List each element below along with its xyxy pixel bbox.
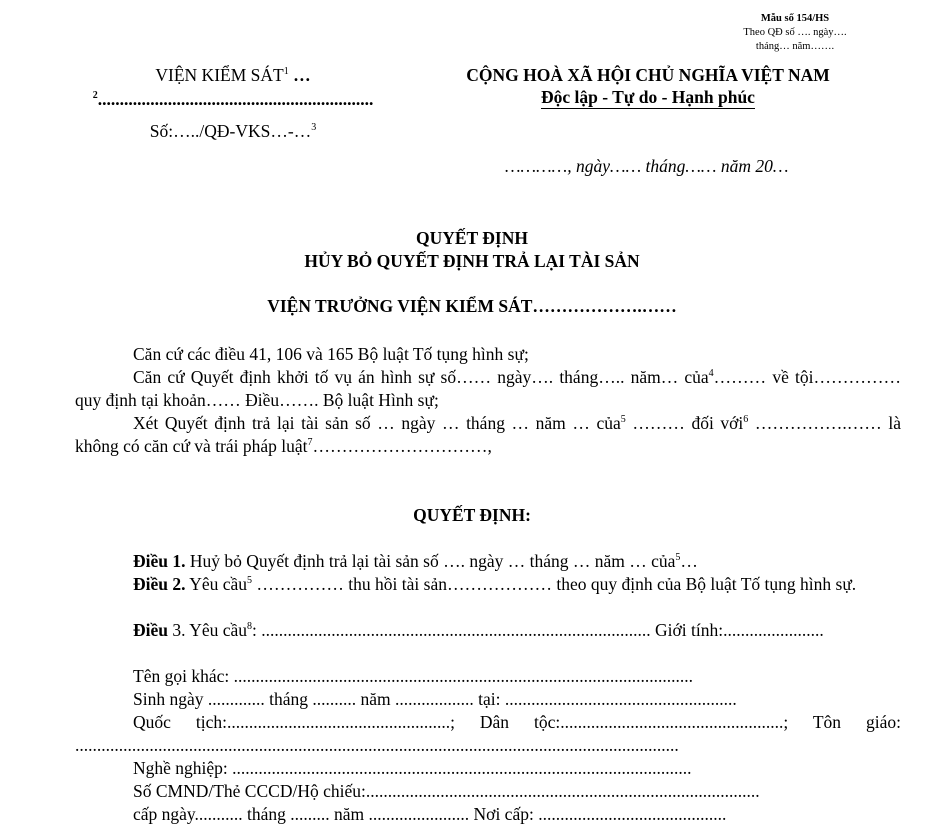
article-1 <box>75 550 901 573</box>
article-2-text: Yêu cầu <box>185 574 248 594</box>
footnote-ref: 5 <box>247 575 253 587</box>
field-date-of-birth: Sinh ngày ............. tháng .......... năm .................. tại: ..................................................... <box>133 689 737 709</box>
article-2 <box>75 573 901 596</box>
ground-3-text-c: …………….…… là không có căn cứ và trái pháp luật <box>75 413 901 456</box>
footnote-ref: 6 <box>743 414 749 426</box>
article-1-text: Huỷ bỏ Quyết định trả lại tài sản số …. ngày … tháng … năm … của <box>185 551 676 571</box>
field-id-number: Số CMND/Thẻ CCCD/Hộ chiếu:.......................................................................................... <box>133 781 760 801</box>
place-date-line: …………, ngày…… tháng…… năm 20… <box>505 156 789 176</box>
issuing-authority: VIỆN TRƯỞNG VIỆN KIỂM SÁT……………….…… <box>267 296 677 316</box>
footnote-ref: 7 <box>307 437 313 449</box>
motto-line <box>420 86 876 108</box>
article-3-text: 3. Yêu cầu <box>168 620 248 640</box>
field-nationality-ethnicity-religion: Quốc tịch:...................................................; Dân tộc:...................................................; Tôn giáo: .......................................................................................................................................... <box>75 712 901 755</box>
country-name: CỘNG HOÀ XÃ HỘI CHỦ NGHĨA VIỆT NAM <box>466 65 830 85</box>
article-3 <box>75 619 901 642</box>
footnote-ref: 1 <box>283 66 289 78</box>
document-title: QUYẾT ĐỊNH <box>416 228 528 248</box>
field-occupation: Nghề nghiệp: ......................................................................................................... <box>133 758 692 778</box>
footnote-ref: 5 <box>675 552 681 564</box>
form-decision-ref: Theo QĐ số …. ngày…. <box>743 27 847 38</box>
ground-2-text-cont: ……… về tội…………… quy định tại khoản…… Điều……. Bộ luật Hình sự; <box>75 367 901 410</box>
motto: Độc lập - Tự do - Hạnh phúc <box>541 87 755 107</box>
sub-agency-line <box>78 88 388 110</box>
document-subject: HỦY BỎ QUYẾT ĐỊNH TRẢ LẠI TÀI SẢN <box>304 251 640 271</box>
form-number-block <box>690 12 900 54</box>
national-header <box>420 64 876 108</box>
article-3-label: Điều <box>133 620 168 640</box>
agency-name-dots: … <box>288 65 311 85</box>
field-id-issue: cấp ngày........... tháng ......... năm ....................... Nơi cấp: ........................................... <box>133 804 727 824</box>
sub-agency-dots: ............................................................... <box>97 89 374 109</box>
form-decision-date: tháng… năm……. <box>755 41 835 52</box>
footnote-ref: 3 <box>311 122 317 134</box>
ground-1: Căn cứ các điều 41, 106 và 165 Bộ luật Tố tụng hình sự; <box>133 344 529 364</box>
footnote-ref: 4 <box>708 368 714 380</box>
form-number: Mẫu số 154/HS <box>760 13 830 24</box>
article-1-label: Điều 1. <box>133 551 186 571</box>
ground-3-text-b: ……… đối với <box>625 413 744 433</box>
agency-name <box>78 64 388 86</box>
ground-2-text: Căn cứ Quyết định khởi tố vụ án hình sự số…… ngày…. tháng….. năm… của <box>133 367 709 387</box>
ground-3-text: Xét Quyết định trả lại tài sản số … ngày … tháng … năm … của <box>133 413 621 433</box>
document-number <box>78 120 388 142</box>
footnote-ref: 8 <box>247 621 253 633</box>
article-2-label: Điều 2. <box>133 574 186 594</box>
agency-name-text: VIỆN KIỂM SÁT <box>155 65 284 85</box>
footnote-ref: 5 <box>620 414 626 426</box>
footnote-ref: 2 <box>92 90 98 102</box>
ground-3 <box>75 412 901 458</box>
decision-heading: QUYẾT ĐỊNH: <box>413 505 531 525</box>
ground-3-text-d: …………………………, <box>312 436 492 456</box>
ground-2 <box>75 366 901 412</box>
article-1-text-end: … <box>680 551 698 571</box>
document-number-text: Số:…../QĐ-VKS…-… <box>149 121 312 141</box>
field-alias: Tên gọi khác: ......................................................................................................... <box>133 666 693 686</box>
article-2-text-cont: …………… thu hồi tài sản……………… theo quy định của Bộ luật Tố tụng hình sự. <box>252 574 857 594</box>
article-3-name-gender: : ......................................................................................... Giới tính:....................... <box>252 620 824 640</box>
agency-header <box>78 64 388 142</box>
